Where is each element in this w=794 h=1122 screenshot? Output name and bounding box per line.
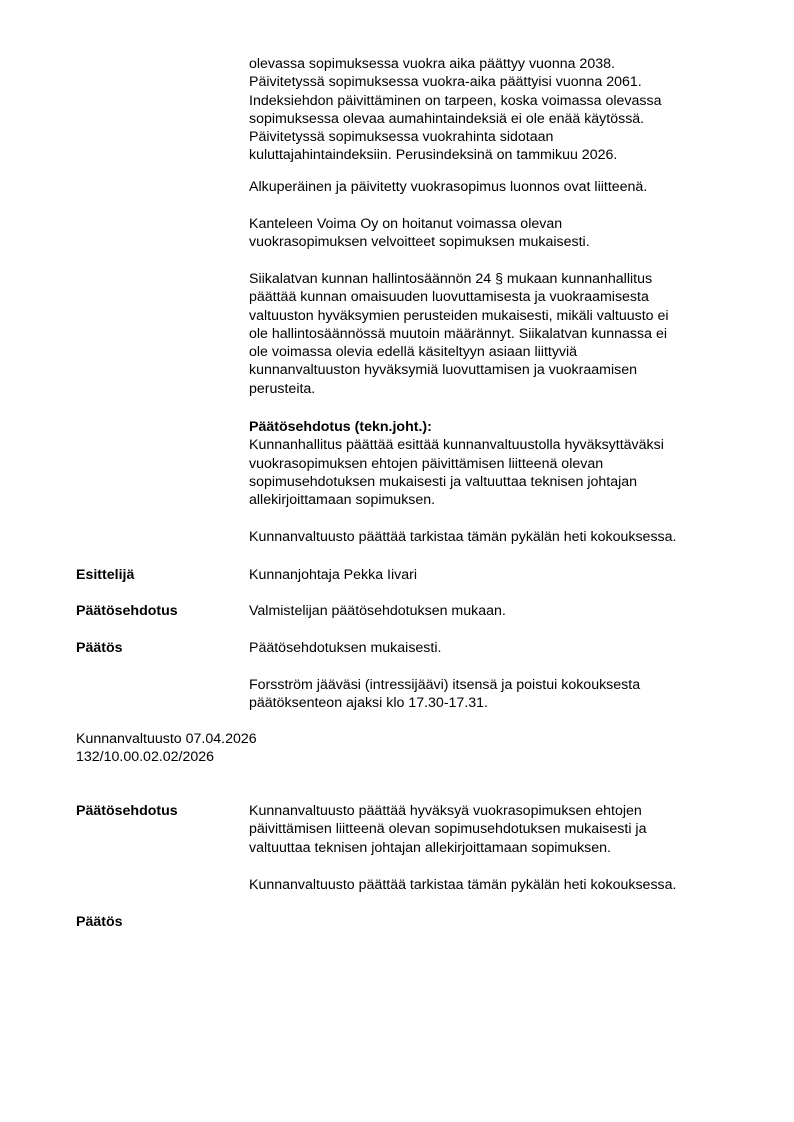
text-line: kunnanvaltuuston hyväksymiä luovuttamisen ja vuokraamisen <box>249 362 637 379</box>
council-reference-line: 132/10.00.02.02/2026 <box>76 749 215 765</box>
text-line: Valmistelijan päätösehdotuksen mukaan. <box>249 603 506 619</box>
regulation-paragraph <box>249 270 749 398</box>
text-line: sopimuksessa olevaa aumahintaindeksiä ei ole enää käytössä. <box>249 110 645 127</box>
obligations-paragraph <box>249 215 749 252</box>
board-decision-label: Päätös <box>76 640 123 656</box>
text-line: Päätösehdotuksen mukaisesti. <box>249 640 442 656</box>
recusal-paragraph <box>249 676 749 713</box>
text-line: ole voimassa olevia edellä käsiteltyyn asiaan liittyviä <box>249 344 578 361</box>
text-line: Indeksiehdon päivittäminen on tarpeen, koska voimassa olevassa <box>249 92 662 109</box>
text-line: Forsström jääväsi (intressijäävi) itsensä ja poistui kokouksesta <box>249 677 641 693</box>
council-proposal-paragraph <box>249 802 749 857</box>
tech-proposal-check-line <box>249 528 749 546</box>
presenter-value <box>249 566 749 584</box>
presenter-label: Esittelijä <box>76 567 135 583</box>
council-meeting-line: Kunnanvaltuusto 07.04.2026 <box>76 731 257 747</box>
tech-proposal-paragraph <box>249 418 749 509</box>
text-line: vuokrasopimuksen ehtojen päivittämisen liitteenä olevan <box>249 455 604 472</box>
council-proposal-label: Päätösehdotus <box>76 803 178 819</box>
text-line: valtuuttaa teknisen johtajan allekirjoittamaan sopimuksen. <box>249 839 611 856</box>
text-line: Siikalatvan kunnan hallintosäännön 24 § mukaan kunnanhallitus <box>249 271 653 287</box>
text-line: Päivitetyssä sopimuksessa vuokra-aika päättyisi vuonna 2061. <box>249 74 642 91</box>
text-line: valtuuston hyväksymien perusteiden mukaisesti, mikäli valtuusto ei <box>249 307 669 324</box>
text-line: Kunnanhallitus päättää esittää kunnanvaltuustolla hyväksyttäväksi <box>249 437 664 454</box>
text-line: päättää kunnan omaisuuden luovuttamisesta ja vuokraamisesta <box>249 289 649 306</box>
text-line: allekirjoittamaan sopimuksen. <box>249 492 436 509</box>
text-line: Päivitetyssä sopimuksessa vuokrahinta sidotaan <box>249 129 554 146</box>
text-line: Kunnanvaltuusto päättää hyväksyä vuokrasopimuksen ehtojen <box>249 803 642 819</box>
text-line: Kunnanvaltuusto päättää tarkistaa tämän pykälän heti kokouksessa. <box>249 529 677 545</box>
text-line: perusteita. <box>249 380 316 397</box>
board-proposal-value <box>249 602 749 620</box>
text-line: päätöksenteon ajaksi klo 17.30-17.31. <box>249 695 488 712</box>
tech-proposal-heading: Päätösehdotus (tekn.joht.): <box>249 419 432 435</box>
text-line: Kanteleen Voima Oy on hoitanut voimassa olevan <box>249 216 563 232</box>
text-line: sopimusehdotuksen mukaisesti ja valtuuttaa teknisen johtajan <box>249 473 638 490</box>
board-decision-value <box>249 639 749 657</box>
text-line: vuokrasopimuksen velvoitteet sopimuksen mukaisesti. <box>249 234 590 251</box>
text-line: olevassa sopimuksessa vuokra aika päättyy vuonna 2038. <box>249 56 615 72</box>
text-line: Kunnanvaltuusto päättää tarkistaa tämän pykälän heti kokouksessa. <box>249 877 677 893</box>
text-line: päivittämisen liitteenä olevan sopimusehdotuksen mukaisesti ja <box>249 821 647 838</box>
board-proposal-label: Päätösehdotus <box>76 603 178 619</box>
text-line: ole hallintosäännössä muutoin määrännyt. Siikalatvan kunnassa ei <box>249 325 667 342</box>
council-decision-label: Päätös <box>76 914 123 930</box>
text-line: Kunnanjohtaja Pekka Iivari <box>249 567 417 583</box>
text-line: Alkuperäinen ja päivitetty vuokrasopimus luonnos ovat liitteenä. <box>249 179 648 195</box>
text-line: kuluttajahintaindeksiin. Perusindeksinä on tammikuu 2026. <box>249 147 618 164</box>
council-check-line <box>249 876 749 894</box>
attachments-paragraph <box>249 178 749 196</box>
continuation-paragraph <box>249 55 749 165</box>
